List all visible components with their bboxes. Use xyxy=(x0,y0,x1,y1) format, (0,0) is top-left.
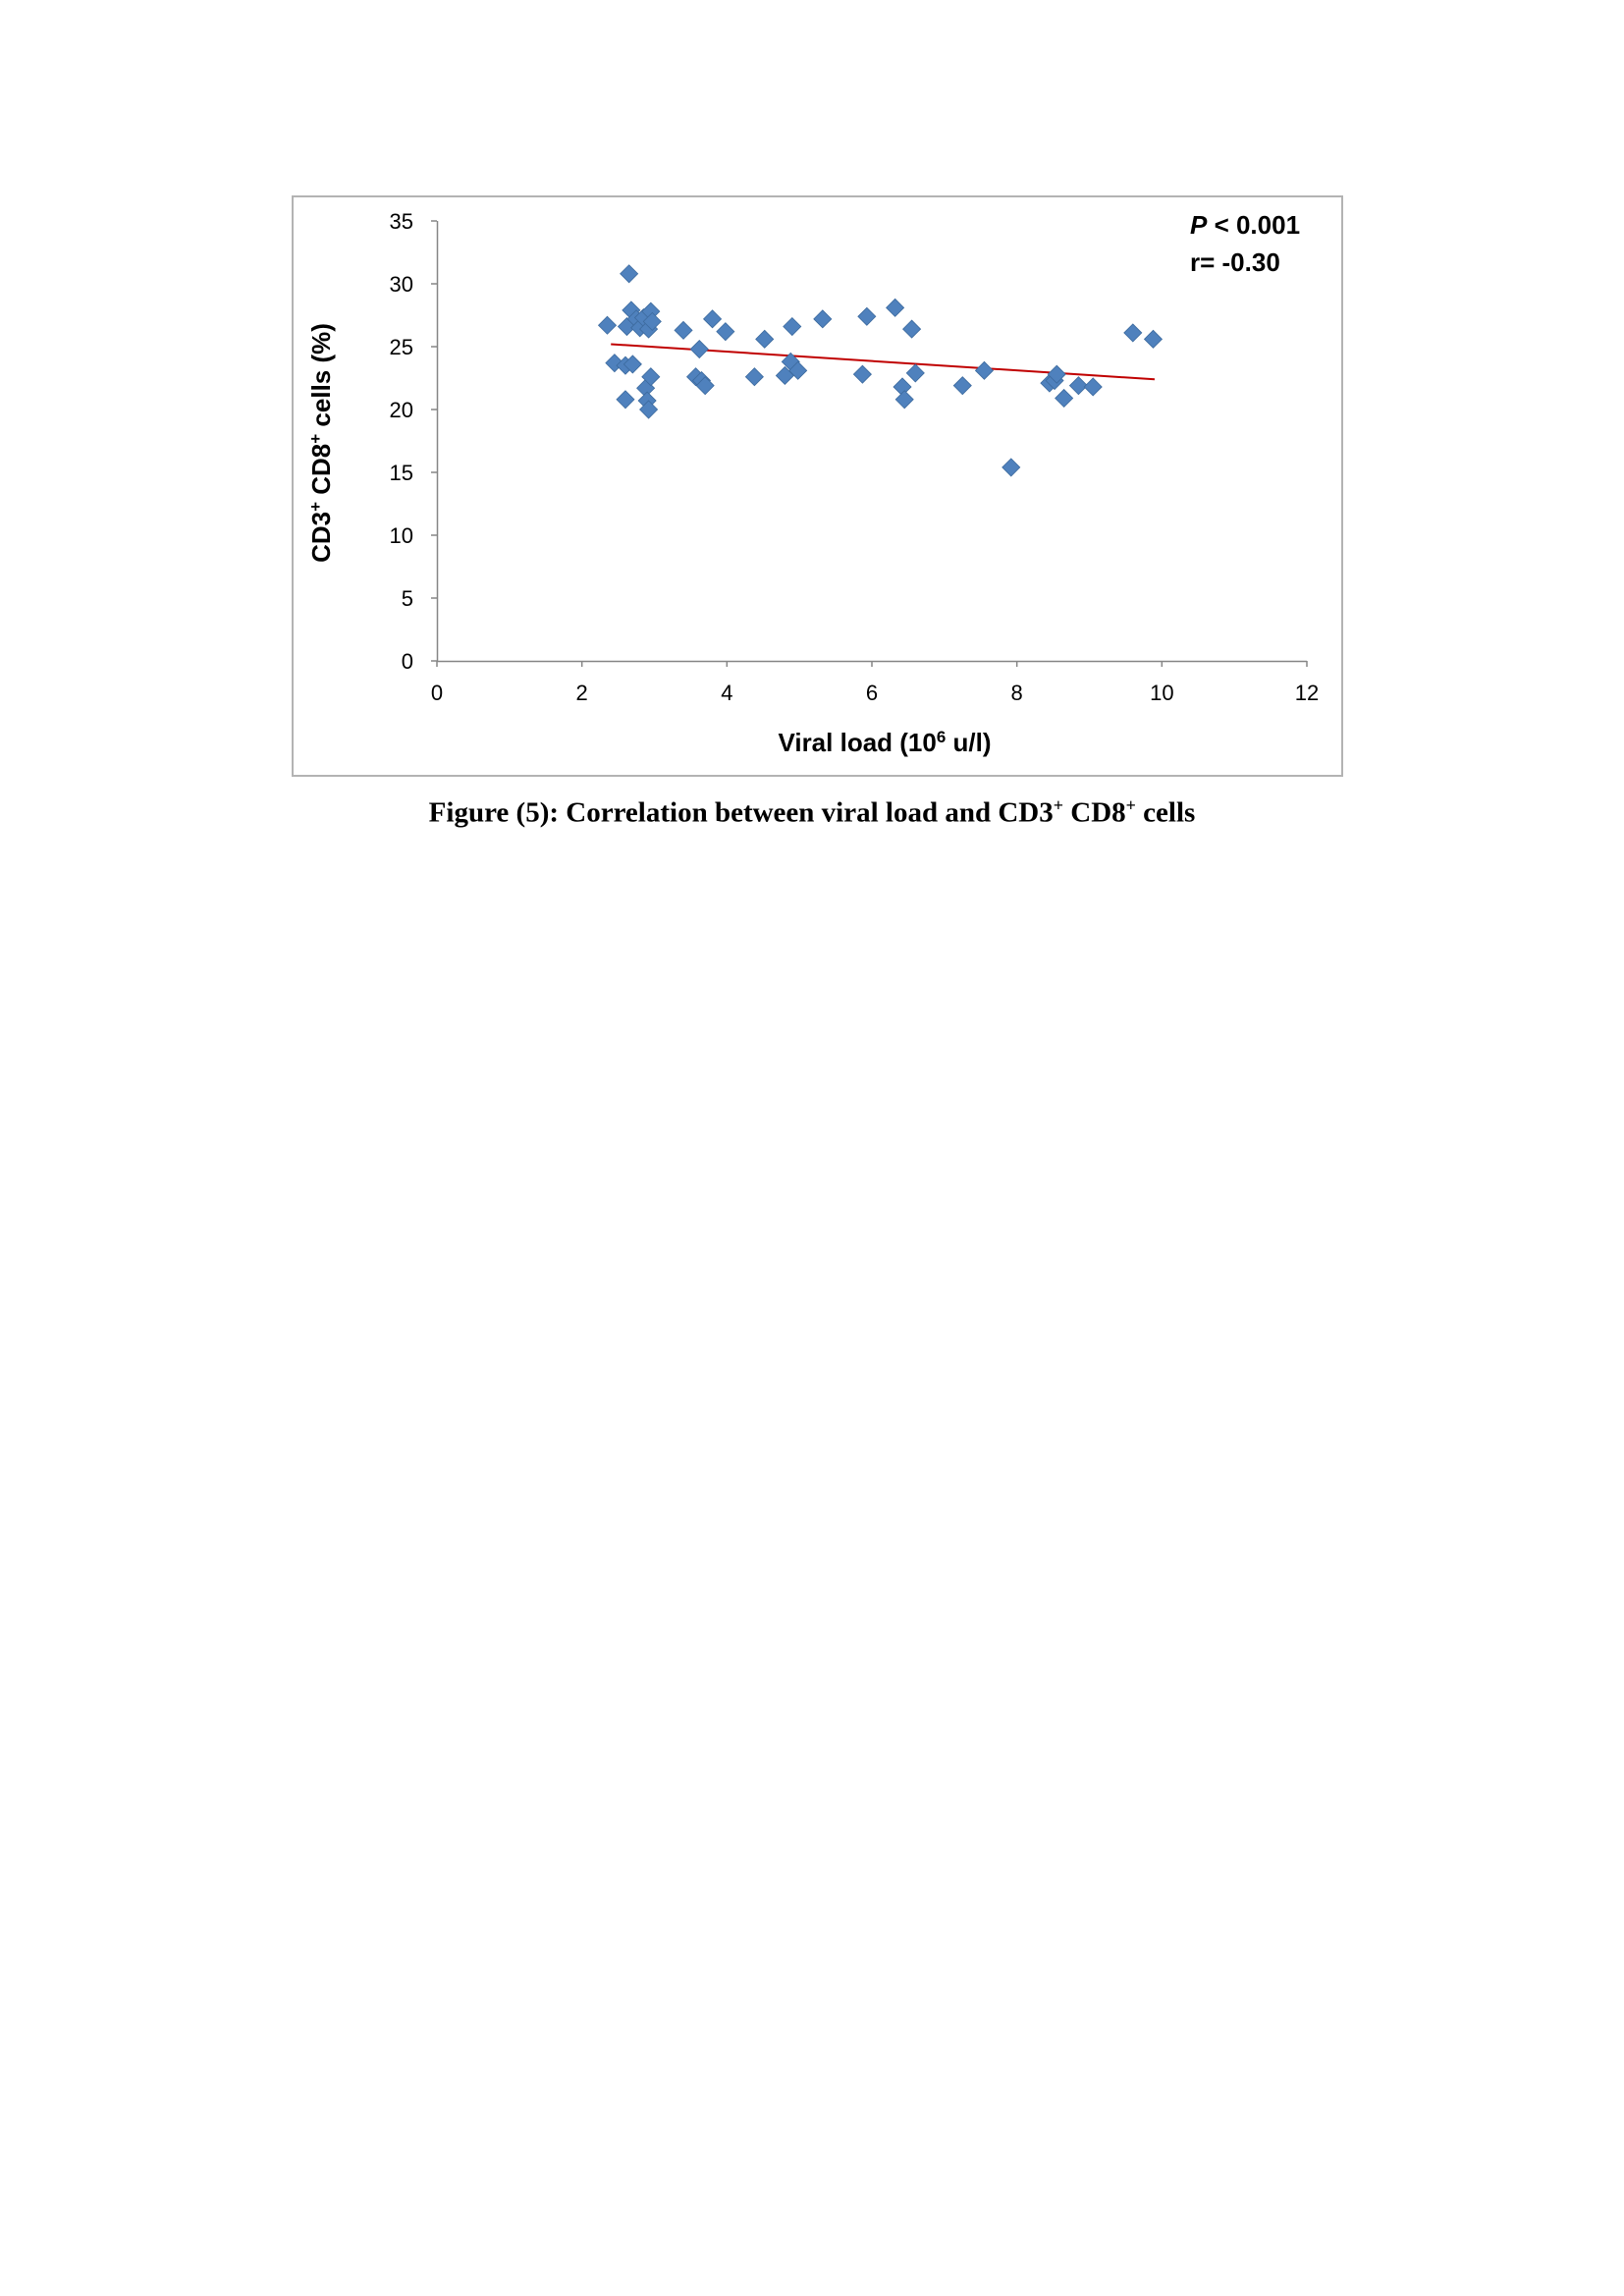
y-tick-label: 25 xyxy=(389,335,413,359)
data-point-marker xyxy=(784,318,801,336)
data-point-marker xyxy=(1069,377,1087,395)
chart-area xyxy=(292,195,1343,777)
data-point-marker xyxy=(1144,330,1162,348)
y-tick-label: 10 xyxy=(389,523,413,548)
r-value-label: r= -0.30 xyxy=(1190,247,1280,277)
data-points xyxy=(599,265,1163,476)
p-value-label: P < 0.001 xyxy=(1190,210,1301,240)
data-point-marker xyxy=(717,323,734,341)
data-point-marker xyxy=(853,365,871,383)
data-point-marker xyxy=(906,364,924,382)
y-tick-label: 0 xyxy=(401,649,413,674)
y-tick-label: 5 xyxy=(401,586,413,611)
data-point-marker xyxy=(903,320,921,338)
x-axis-title: Viral load ($10^6$ u/l) xyxy=(778,728,992,757)
y-tick-label: 20 xyxy=(389,398,413,422)
data-point-marker xyxy=(621,265,638,283)
data-point-marker xyxy=(1056,389,1073,407)
data-point-marker xyxy=(690,341,708,358)
data-point-marker xyxy=(756,330,774,348)
data-point-marker xyxy=(953,377,971,395)
data-point-marker xyxy=(975,361,993,379)
x-tick-label: 6 xyxy=(865,681,879,705)
data-point-marker xyxy=(858,307,876,325)
y-tick-label: 35 xyxy=(389,209,413,234)
x-tick-label: 0 xyxy=(430,681,444,705)
scatter-plot xyxy=(294,197,1341,775)
y-axis-title: CD3+ CD8+ cells (%) xyxy=(306,323,336,563)
data-point-marker xyxy=(887,299,904,316)
data-point-marker xyxy=(1002,459,1020,476)
x-tick-label: 4 xyxy=(721,681,733,705)
axis-ticks xyxy=(390,209,1320,705)
data-point-marker xyxy=(675,321,692,339)
data-point-marker xyxy=(895,391,913,409)
data-point-marker xyxy=(814,310,832,328)
x-tick-label: 8 xyxy=(1010,681,1023,705)
x-tick-label: 2 xyxy=(575,681,588,705)
data-point-marker xyxy=(599,316,617,334)
y-tick-label: 15 xyxy=(389,461,413,485)
data-point-marker xyxy=(1084,378,1102,396)
data-point-marker xyxy=(745,368,763,386)
x-tick-label: 12 xyxy=(1294,681,1320,705)
x-tick-label: 10 xyxy=(1150,681,1174,705)
data-point-marker xyxy=(704,310,722,328)
data-point-marker xyxy=(1124,324,1142,342)
figure-caption: Figure (5): Correlation between viral load and CD3+ CD8+ cells xyxy=(428,795,1196,829)
y-tick-label: 30 xyxy=(389,272,413,297)
data-point-marker xyxy=(617,391,634,409)
